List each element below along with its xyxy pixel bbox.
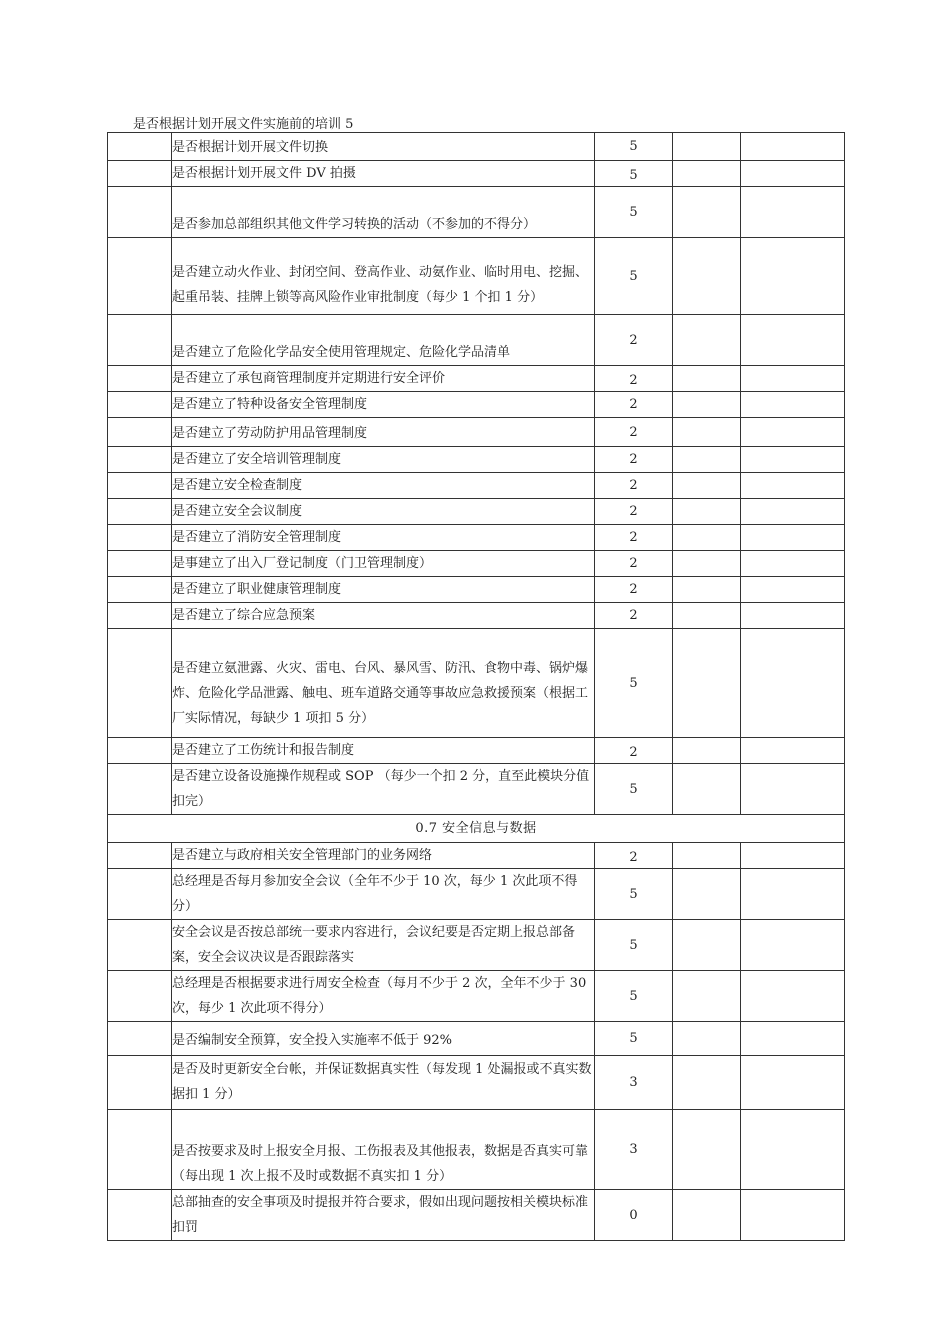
blank-cell bbox=[673, 1190, 741, 1241]
item-score: 5 bbox=[595, 764, 673, 815]
table-row bbox=[108, 473, 845, 499]
blank-cell bbox=[741, 366, 845, 392]
intro-line: 是否根据计划开展文件实施前的培训 5 bbox=[133, 117, 354, 132]
item-description: 是否建立了综合应急预案 bbox=[172, 603, 595, 629]
item-score: 5 bbox=[595, 869, 673, 920]
blank-cell bbox=[741, 764, 845, 815]
blank-cell bbox=[108, 1190, 172, 1241]
blank-cell bbox=[108, 843, 172, 869]
table-row bbox=[108, 603, 845, 629]
item-score: 2 bbox=[595, 366, 673, 392]
item-description: 是否根据计划开展文件切换 bbox=[172, 133, 595, 161]
blank-cell bbox=[108, 971, 172, 1022]
blank-cell bbox=[673, 738, 741, 764]
item-score: 2 bbox=[595, 447, 673, 473]
item-description: 是否建立了特种设备安全管理制度 bbox=[172, 392, 595, 418]
item-description: 是否编制安全预算，安全投入实施率不低于 92% bbox=[172, 1022, 595, 1056]
item-description: 是否根据计划开展文件 DV 拍摄 bbox=[172, 161, 595, 187]
assessment-table bbox=[107, 132, 845, 1241]
table-row bbox=[108, 577, 845, 603]
table-row bbox=[108, 1022, 845, 1056]
blank-cell bbox=[108, 366, 172, 392]
blank-cell bbox=[741, 447, 845, 473]
item-description: 是否建立了安全培训管理制度 bbox=[172, 447, 595, 473]
table-row bbox=[108, 1110, 845, 1190]
blank-cell bbox=[673, 133, 741, 161]
blank-cell bbox=[741, 577, 845, 603]
blank-cell bbox=[673, 447, 741, 473]
blank-cell bbox=[108, 392, 172, 418]
item-score: 2 bbox=[595, 577, 673, 603]
item-score: 2 bbox=[595, 551, 673, 577]
blank-cell bbox=[741, 629, 845, 738]
table-row bbox=[108, 1056, 845, 1110]
blank-cell bbox=[108, 447, 172, 473]
blank-cell bbox=[741, 392, 845, 418]
item-description: 安全会议是否按总部统一要求内容进行，会议纪要是否定期上报总部备案，安全会议决议是否跟踪落实 bbox=[172, 920, 595, 971]
blank-cell bbox=[673, 366, 741, 392]
table-row bbox=[108, 1190, 845, 1241]
blank-cell bbox=[673, 315, 741, 366]
blank-cell bbox=[673, 499, 741, 525]
blank-cell bbox=[108, 473, 172, 499]
table-row bbox=[108, 187, 845, 238]
item-description: 是否建立安全检查制度 bbox=[172, 473, 595, 499]
item-description: 总经理是否根据要求进行周安全检查（每月不少于 2 次，全年不少于 30 次，每少 1 次此项不得分） bbox=[172, 971, 595, 1022]
item-description: 是否建立安全会议制度 bbox=[172, 499, 595, 525]
blank-cell bbox=[108, 161, 172, 187]
blank-cell bbox=[741, 1056, 845, 1110]
table-row bbox=[108, 551, 845, 577]
item-score: 5 bbox=[595, 133, 673, 161]
blank-cell bbox=[108, 187, 172, 238]
blank-cell bbox=[673, 1056, 741, 1110]
blank-cell bbox=[741, 418, 845, 447]
table-row bbox=[108, 161, 845, 187]
blank-cell bbox=[741, 133, 845, 161]
blank-cell bbox=[673, 843, 741, 869]
item-score: 5 bbox=[595, 1022, 673, 1056]
blank-cell bbox=[108, 551, 172, 577]
item-score: 5 bbox=[595, 238, 673, 315]
blank-cell bbox=[108, 1022, 172, 1056]
item-score: 5 bbox=[595, 629, 673, 738]
blank-cell bbox=[108, 499, 172, 525]
item-description: 是否建立动火作业、封闭空间、登高作业、动氨作业、临时用电、挖掘、起重吊装、挂牌上锁等高风险作业审批制度（每少 1 个扣 1 分） bbox=[172, 238, 595, 315]
blank-cell bbox=[741, 843, 845, 869]
blank-cell bbox=[108, 629, 172, 738]
table-row bbox=[108, 920, 845, 971]
blank-cell bbox=[673, 1022, 741, 1056]
table-row bbox=[108, 315, 845, 366]
blank-cell bbox=[108, 764, 172, 815]
blank-cell bbox=[741, 1022, 845, 1056]
blank-cell bbox=[741, 161, 845, 187]
blank-cell bbox=[741, 525, 845, 551]
blank-cell bbox=[673, 238, 741, 315]
blank-cell bbox=[108, 1056, 172, 1110]
item-description: 总经理是否每月参加安全会议（全年不少于 10 次，每少 1 次此项不得分） bbox=[172, 869, 595, 920]
blank-cell bbox=[741, 971, 845, 1022]
item-description: 是否建立与政府相关安全管理部门的业务网络 bbox=[172, 843, 595, 869]
table-row bbox=[108, 764, 845, 815]
item-score: 2 bbox=[595, 418, 673, 447]
blank-cell bbox=[673, 603, 741, 629]
blank-cell bbox=[741, 1110, 845, 1190]
table-row bbox=[108, 133, 845, 161]
blank-cell bbox=[673, 577, 741, 603]
blank-cell bbox=[673, 473, 741, 499]
blank-cell bbox=[673, 418, 741, 447]
table-row bbox=[108, 971, 845, 1022]
blank-cell bbox=[741, 315, 845, 366]
table-row bbox=[108, 418, 845, 447]
item-score: 3 bbox=[595, 1110, 673, 1190]
blank-cell bbox=[673, 1110, 741, 1190]
item-description: 是否及时更新安全台帐，并保证数据真实性（每发现 1 处漏报或不真实数据扣 1 分） bbox=[172, 1056, 595, 1110]
blank-cell bbox=[741, 187, 845, 238]
blank-cell bbox=[108, 1110, 172, 1190]
blank-cell bbox=[741, 1190, 845, 1241]
blank-cell bbox=[741, 738, 845, 764]
item-description: 是否建立了承包商管理制度并定期进行安全评价 bbox=[172, 366, 595, 392]
item-score: 2 bbox=[595, 315, 673, 366]
item-description: 是否建立了消防安全管理制度 bbox=[172, 525, 595, 551]
blank-cell bbox=[108, 869, 172, 920]
table-row bbox=[108, 392, 845, 418]
blank-cell bbox=[108, 315, 172, 366]
table-row bbox=[108, 525, 845, 551]
item-score: 2 bbox=[595, 843, 673, 869]
item-score: 5 bbox=[595, 971, 673, 1022]
blank-cell bbox=[741, 869, 845, 920]
item-description: 是否建立了劳动防护用品管理制度 bbox=[172, 418, 595, 447]
blank-cell bbox=[673, 764, 741, 815]
item-score: 2 bbox=[595, 499, 673, 525]
blank-cell bbox=[741, 238, 845, 315]
blank-cell bbox=[108, 418, 172, 447]
table-row bbox=[108, 238, 845, 315]
blank-cell bbox=[108, 603, 172, 629]
table-row bbox=[108, 843, 845, 869]
item-description: 是否参加总部组织其他文件学习转换的活动（不参加的不得分） bbox=[172, 187, 595, 238]
table-row bbox=[108, 869, 845, 920]
item-score: 2 bbox=[595, 738, 673, 764]
item-score: 3 bbox=[595, 1056, 673, 1110]
blank-cell bbox=[741, 473, 845, 499]
blank-cell bbox=[673, 920, 741, 971]
blank-cell bbox=[741, 920, 845, 971]
blank-cell bbox=[108, 577, 172, 603]
item-score: 2 bbox=[595, 473, 673, 499]
table-row bbox=[108, 366, 845, 392]
blank-cell bbox=[108, 238, 172, 315]
blank-cell bbox=[741, 603, 845, 629]
blank-cell bbox=[108, 133, 172, 161]
item-score: 2 bbox=[595, 525, 673, 551]
item-score: 5 bbox=[595, 920, 673, 971]
item-description: 是否建立了职业健康管理制度 bbox=[172, 577, 595, 603]
blank-cell bbox=[673, 392, 741, 418]
blank-cell bbox=[673, 629, 741, 738]
blank-cell bbox=[108, 920, 172, 971]
item-score: 0 bbox=[595, 1190, 673, 1241]
blank-cell bbox=[108, 525, 172, 551]
section-row bbox=[108, 815, 845, 843]
item-description: 是否按要求及时上报安全月报、工伤报表及其他报表，数据是否真实可靠（每出现 1 次上报不及时或数据不真实扣 1 分） bbox=[172, 1110, 595, 1190]
table-body bbox=[108, 133, 845, 1241]
item-description: 是否建立了工伤统计和报告制度 bbox=[172, 738, 595, 764]
blank-cell bbox=[741, 551, 845, 577]
item-description: 是事建立了出入厂登记制度（门卫管理制度） bbox=[172, 551, 595, 577]
item-description: 是否建立设备设施操作规程或 SOP （每少一个扣 2 分，直至此模块分值扣完） bbox=[172, 764, 595, 815]
blank-cell bbox=[673, 161, 741, 187]
item-score: 2 bbox=[595, 392, 673, 418]
item-description: 是否建立氨泄露、火灾、雷电、台风、暴风雪、防汛、食物中毒、锅炉爆炸、危险化学品泄露、触电、班车道路交通等事故应急救援预案（根据工厂实际情况，每缺少 1 项扣 5 分） bbox=[172, 629, 595, 738]
item-score: 2 bbox=[595, 603, 673, 629]
blank-cell bbox=[673, 525, 741, 551]
blank-cell bbox=[673, 971, 741, 1022]
item-score: 5 bbox=[595, 187, 673, 238]
blank-cell bbox=[673, 551, 741, 577]
blank-cell bbox=[673, 187, 741, 238]
item-score: 5 bbox=[595, 161, 673, 187]
blank-cell bbox=[741, 499, 845, 525]
blank-cell bbox=[673, 869, 741, 920]
item-description: 总部抽查的安全事项及时提报并符合要求，假如出现问题按相关模块标准扣罚 bbox=[172, 1190, 595, 1241]
table-row bbox=[108, 738, 845, 764]
blank-cell bbox=[108, 738, 172, 764]
table-row bbox=[108, 629, 845, 738]
table-row bbox=[108, 499, 845, 525]
section-title: 0.7 安全信息与数据 bbox=[108, 815, 845, 843]
table-row bbox=[108, 447, 845, 473]
item-description: 是否建立了危险化学品安全使用管理规定、危险化学品清单 bbox=[172, 315, 595, 366]
